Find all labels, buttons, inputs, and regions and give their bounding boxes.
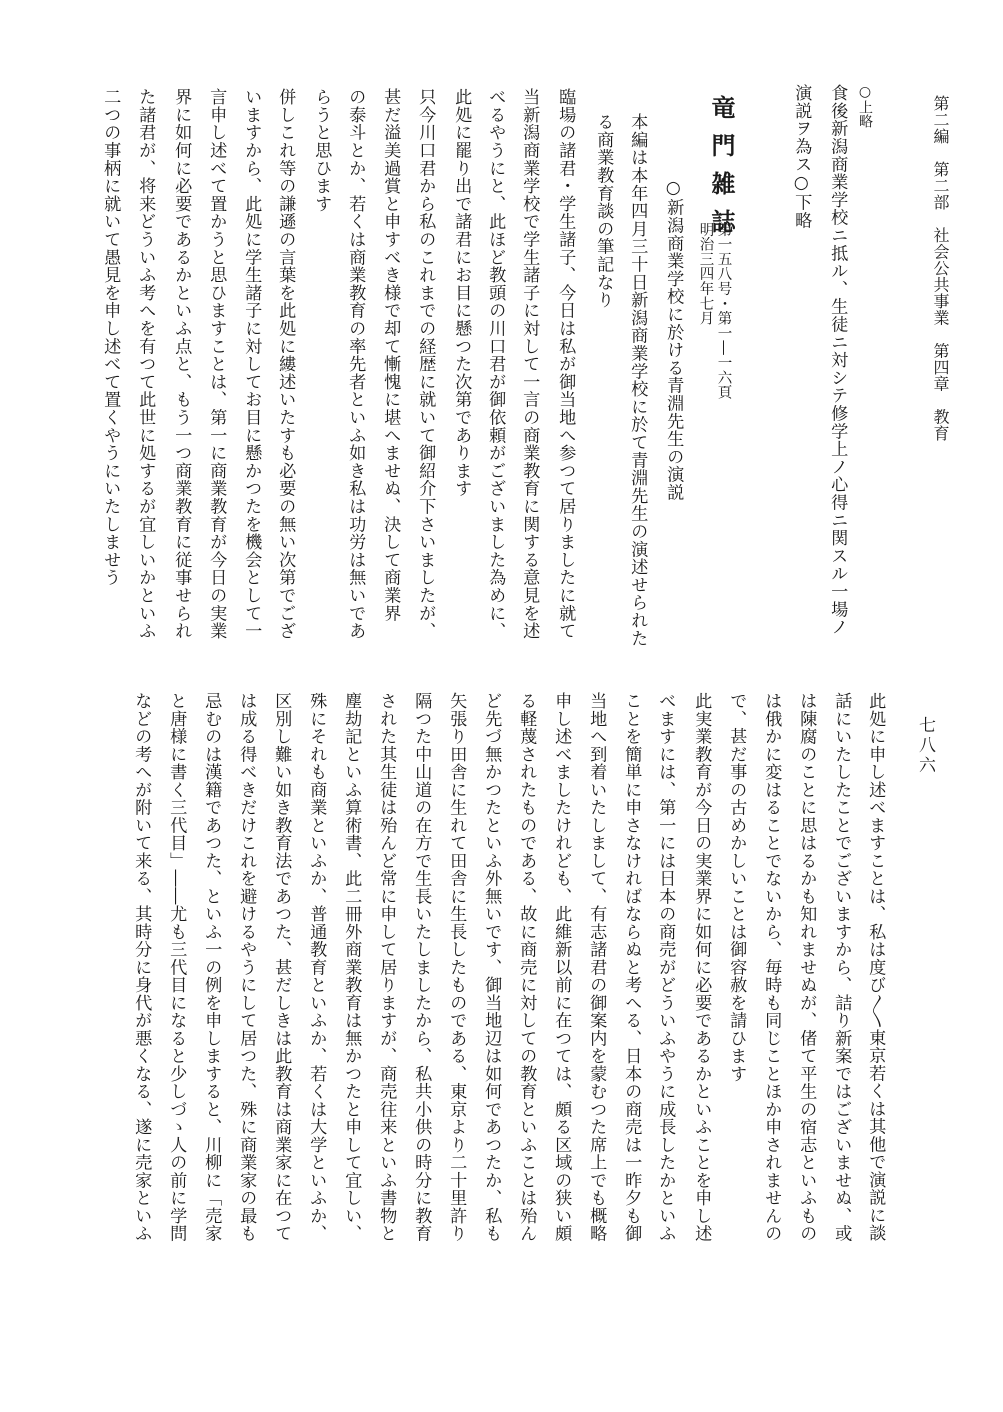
journal-reference-2: 明治三四年七月 xyxy=(697,222,714,326)
top-body-line-2: 当新潟商業学校で学生諸子に対して一言の商業教育に関する意見を述 xyxy=(519,88,540,640)
bottom-body-line-22: などの考へが附いて来る、其時分に身代が悪くなる、遂に売家といふ xyxy=(131,692,152,1243)
top-body-line-13: た諸君が、将来どういふ考へを有つて此世に処するが宜しいかといふ xyxy=(135,88,156,640)
abbreviation-mark-top: ○上略 xyxy=(857,84,873,128)
top-body-line-1: 臨場の諸君・学生諸子、今日は私が御当地へ参つて居りましたに就て xyxy=(555,88,576,640)
top-body-line-14: 二つの事柄に就いて愚見を申し述べて置くやうにいたしませう xyxy=(100,88,121,587)
bottom-body-line-13: 矢張り田舎に生れて田舎に生長したものである、東京より二十里許り xyxy=(446,692,467,1243)
page-number: 七八六 xyxy=(915,716,935,776)
entry-line-2: 演説ヲ為ス○下略 xyxy=(791,84,812,230)
bottom-body-line-12: ど先づ無かつたといふ外無いです、御当地辺は如何であつたか、私も xyxy=(481,692,502,1243)
bottom-body-line-3: は陳腐のことに思はるかも知れませぬが、偖て平生の宿志といふもの xyxy=(796,692,817,1243)
entry-line-1: 食後新潟商業学校ニ抵ル、生徒ニ対シテ修学上ノ心得ニ関スル一場ノ xyxy=(827,84,848,636)
journal-title: 竜門雑誌 xyxy=(707,95,736,247)
running-header: 第二編 第二部 社会公共事業 第四章 教育 xyxy=(931,95,950,442)
top-body-line-11: 言申し述べて置かうと思ひますことは、第一に商業教育が今日の実業 xyxy=(206,88,227,640)
top-body-line-3: べるやうにと、此ほど教頭の川口君が御依頼がございました為めに、 xyxy=(485,88,506,640)
bottom-body-line-16: 塵劫記といふ算術書、此二冊外商業教育は無かつたと申して宜しい、 xyxy=(341,692,362,1243)
speech-section-title: ○新潟商業学校に於ける青淵先生の演説 xyxy=(663,178,684,502)
bottom-body-line-14: 隔つた中山道の在方で生長いたしましたから、私共小供の時分に教育 xyxy=(411,692,432,1243)
bottom-body-line-4: は俄かに変はることでないから、毎時も同じことほか申されませんの xyxy=(761,692,782,1243)
top-body-line-4: 此処に罷り出で諸君にお目に懸つた次第であります xyxy=(451,88,472,498)
top-body-line-6: 甚だ溢美過賞と申すべき様で却て慚愧に堪へませぬ、決して商業界 xyxy=(380,88,401,622)
bottom-body-line-11: る軽蔑されたものである、故に商売に対しての教育といふことは殆ん xyxy=(516,692,537,1243)
top-body-line-8: らうと思ひます xyxy=(311,88,332,213)
bottom-body-line-21: と唐様に書く三代目」――尤も三代目になると少しづゝ人の前に学問 xyxy=(166,692,187,1243)
intro-line-2: る商業教育談の筆記なり xyxy=(593,113,614,309)
bottom-body-line-7: べますには、第一には日本の商売がどういふやうに成長したかといふ xyxy=(655,692,676,1243)
bottom-body-line-6: 此実業教育が今日の実業界に如何に必要であるかといふことを申し述 xyxy=(691,692,712,1243)
top-body-line-7: の泰斗とか、若くは商業教育の率先者といふ如き私は功労は無いであ xyxy=(345,88,366,640)
top-body-line-12: 界に如何に必要であるかといふ点と、もう一つ商業教育に従事せられ xyxy=(171,88,192,640)
bottom-body-line-15: された其生徒は殆んど常に申して居りますが、商売往来といふ書物と xyxy=(376,692,397,1243)
top-body-line-9: 併しこれ等の謙遜の言葉を此処に縷述いたすも必要の無い次第でござ xyxy=(275,88,296,640)
bottom-body-line-19: は成る得べきだけこれを避けるやうにして居つた、殊に商業家の最も xyxy=(236,692,257,1243)
bottom-body-line-17: 殊にそれも商業といふか、普通教育といふか、若くは大学といふか、 xyxy=(306,692,327,1243)
bottom-body-line-5: で、甚だ事の古めかしいことは御容赦を請ひます xyxy=(726,692,747,1083)
bottom-body-line-20: 忌むのは漢籍であつた、といふ一の例を申しますると、川柳に「売家 xyxy=(201,692,222,1243)
bottom-body-line-8: ことを簡単に申さなければならぬと考へる、日本の商売は一昨夕も御 xyxy=(621,692,642,1243)
bottom-body-line-18: 区別し難い如き教育法であつた、甚だしきは此教育は商業家に在つて xyxy=(271,692,292,1243)
top-body-line-5: 只今川口君から私のこれまでの経歴に就いて御紹介下さいましたが、 xyxy=(415,88,436,640)
bottom-body-line-9: 当地へ到着いたしまして、有志諸君の御案内を蒙むつた席上でも概略 xyxy=(586,692,607,1243)
top-body-line-10: いますから、此処に学生諸子に対してお目に懸かつたを機会として一 xyxy=(241,88,262,640)
bottom-body-line-1: 此処に申し述べますことは、私は度び〳〵東京若くは其他で演説に談 xyxy=(865,692,886,1242)
bottom-body-line-10: 申し述べましたけれども、此維新以前に在つては、頗る区域の狭い頗 xyxy=(551,692,572,1243)
bottom-body-line-2: 話にいたしたことでございますから、詰り新案ではございませぬ、或 xyxy=(831,692,852,1243)
intro-line-1: 本編は本年四月三十日新潟商業学校に於て青淵先生の演述せられた xyxy=(627,113,648,647)
journal-reference-1: 第一五八号・第一―一六頁 xyxy=(715,222,732,400)
